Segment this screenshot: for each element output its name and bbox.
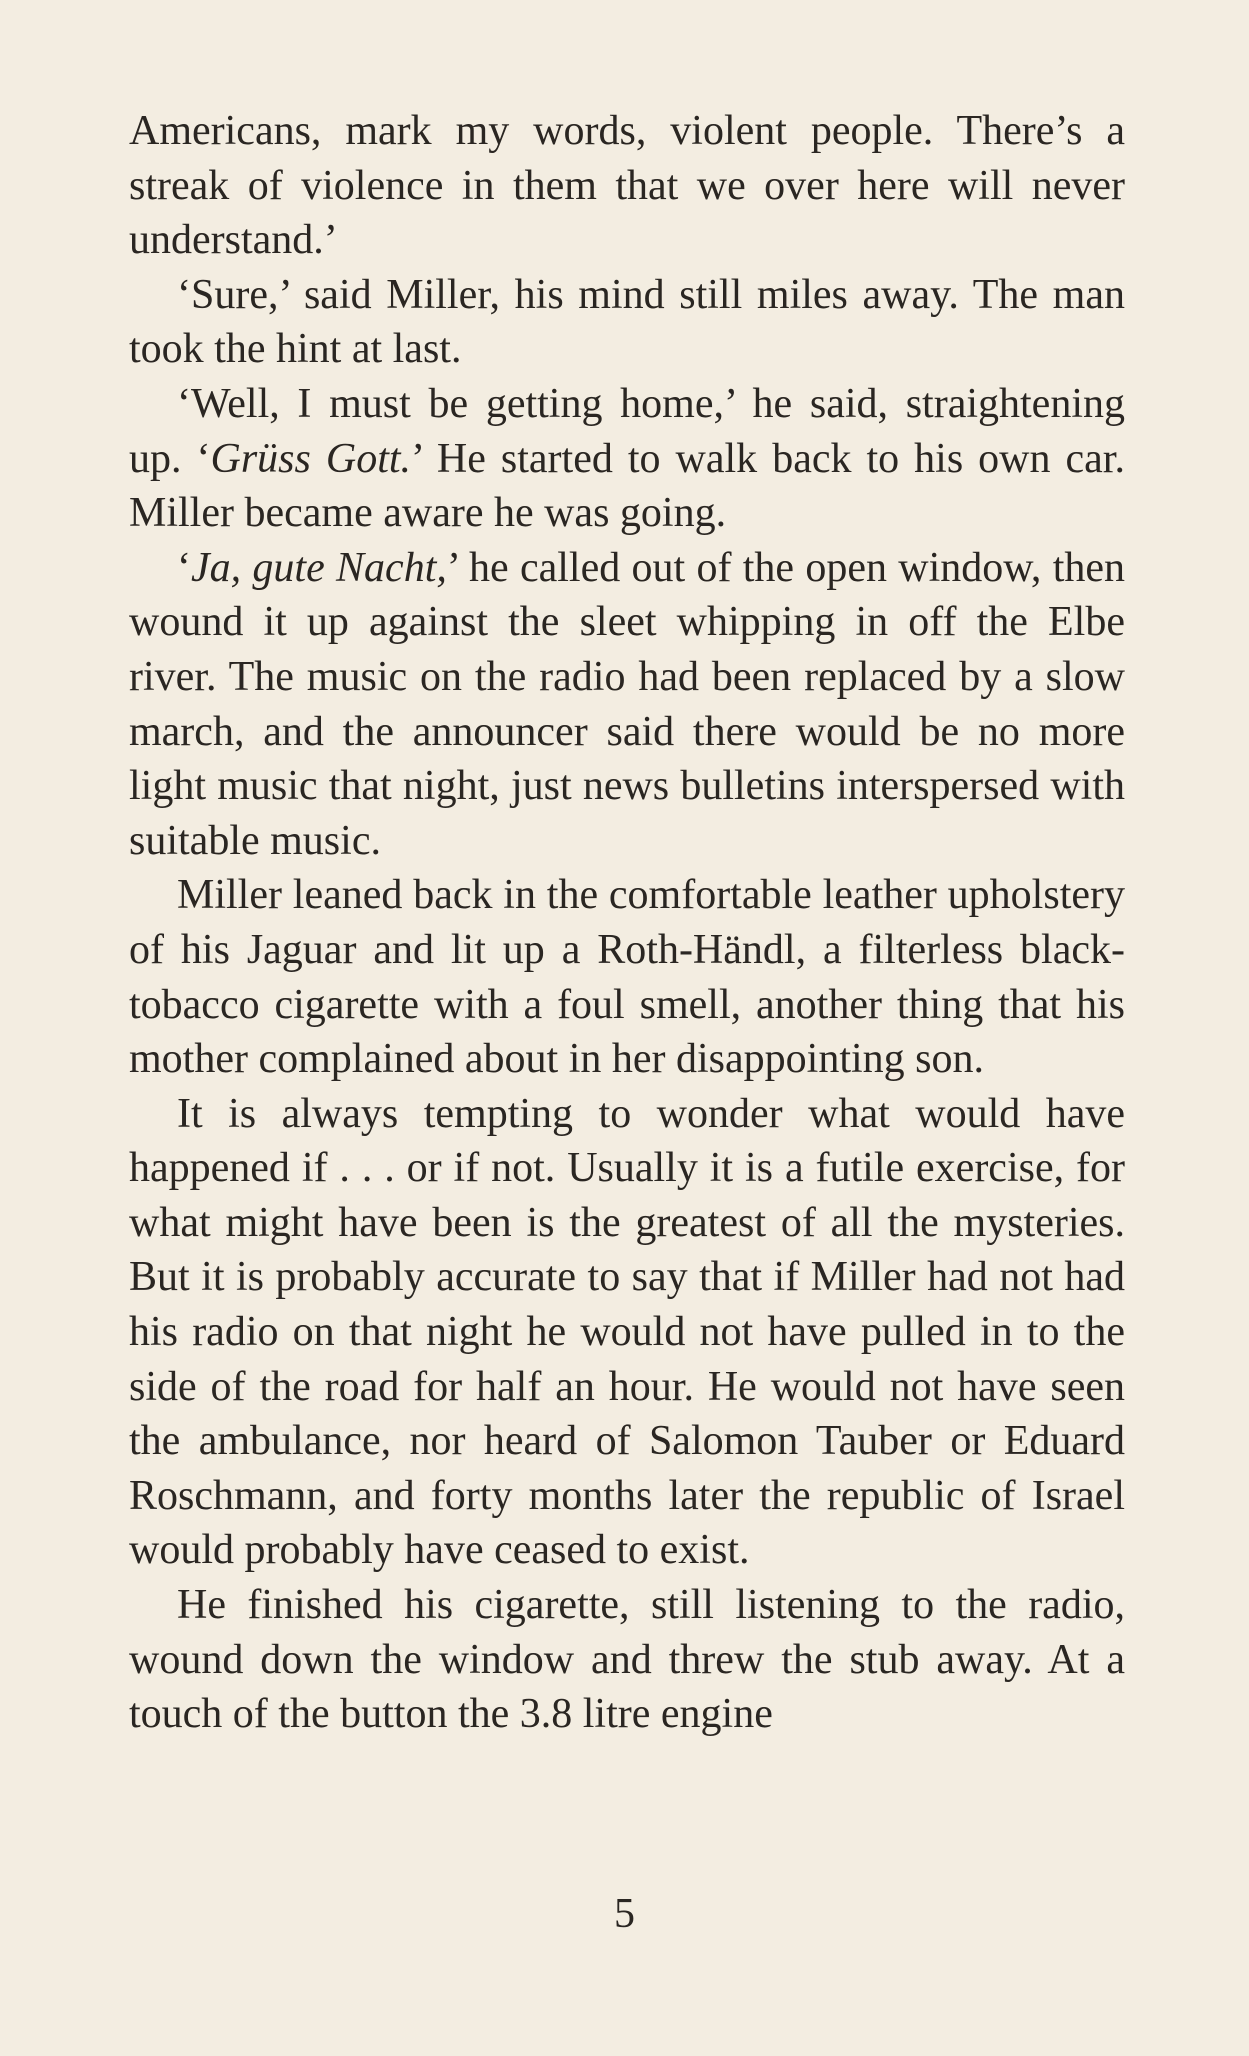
german-greeting-italic: Grüss Gott.	[210, 435, 412, 482]
paragraph	[129, 1578, 1125, 1742]
german-farewell-italic: Ja, gute Nacht,	[191, 544, 447, 591]
paragraph-text: ‘	[177, 544, 191, 591]
paragraph-text: ‘Well, I must be getting home,’ he said, straightening up. ‘	[129, 380, 1125, 482]
paragraph	[129, 541, 1125, 869]
paragraph-text: He finished his cigarette, still listening to the radio, wound down the window and threw the stub away. At a touch of the button the 3.8 litre engine	[129, 1582, 1125, 1738]
paragraph	[129, 1087, 1125, 1578]
paragraph-text: It is always tempting to wonder what would have happened if . . . or if not. Usually it is a futile exercise, for what might have been is the greatest of all the mysteries. But it is probably accurate to say that if Miller had not had his radio on that night he would not have pulled in to the side of the road for half an hour. He would not have seen the ambulance, nor heard of Salomon Tauber or Eduard Roschmann, and forty months later the republic of Israel would probably have ceased to exist.	[129, 1090, 1125, 1574]
paragraph-text: ‘Sure,’ said Miller, his mind still miles away. The man took the hint at last.	[129, 271, 1125, 373]
paragraph	[129, 868, 1125, 1086]
paragraph-text: ’ he called out of the open window, then wound it up against the sleet whipping in off the Elbe river. The music on the radio had been replaced by a slow march, and the announcer said there would be no more light music that night, just news bulletins interspersed with suitable music.	[129, 544, 1126, 864]
body-text	[129, 104, 1125, 1742]
paragraph-text: ’ He started to walk back to his own car. Miller became aware he was going.	[129, 435, 1125, 537]
paragraph	[129, 104, 1125, 268]
page-number: 5	[614, 1891, 635, 1937]
paragraph	[129, 268, 1125, 377]
paragraph-text: Miller leaned back in the comfortable leather upholstery of his Jaguar and lit up a Roth-Händl, a filterless black-tobacco cigarette with a foul smell, another thing that his mother complained about in her disappointing son.	[129, 872, 1125, 1083]
paragraph	[129, 377, 1125, 541]
paragraph-text: Americans, mark my words, violent people. There’s a streak of violence in them that we over here will never understand.’	[129, 108, 1125, 264]
